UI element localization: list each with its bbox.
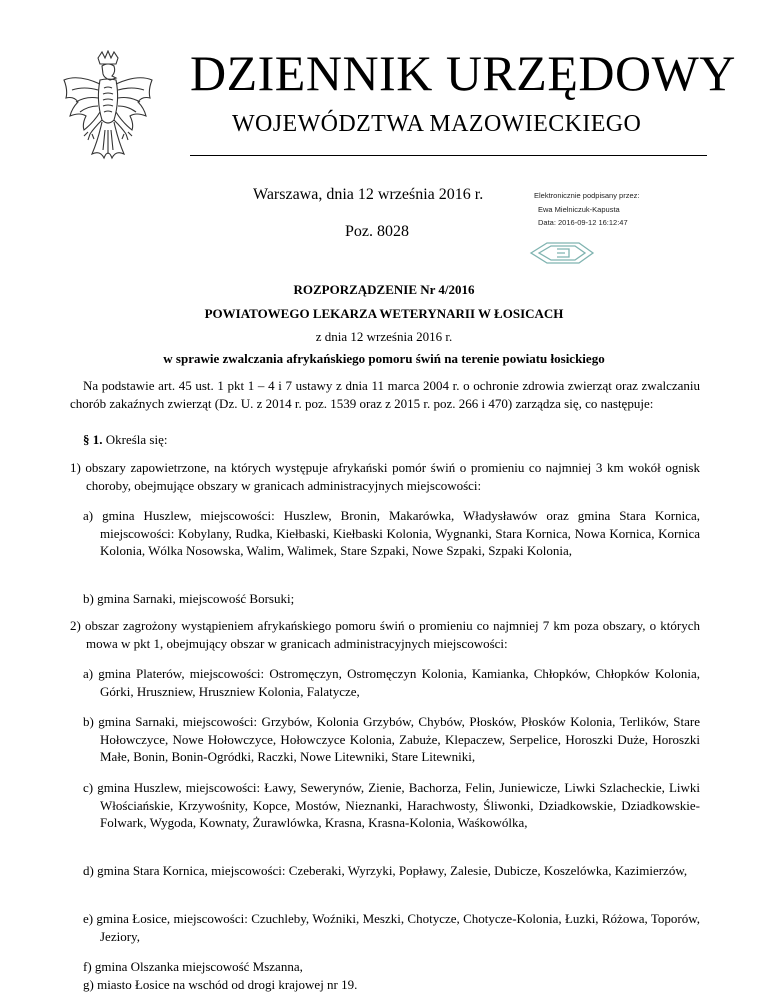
act-title: ROZPORZĄDZENIE Nr 4/2016 [293,282,475,297]
act-issuer: POWIATOWEGO LEKARZA WETERYNARII W ŁOSICACH [204,306,564,321]
eagle-emblem-icon [58,50,158,168]
list-item-1b: b) gmina Sarnaki, miejscowość Borsuki; [83,591,295,606]
list-item-1: 1) obszary zapowietrzone, na których występuje afrykański pomór świń o promieniu co najmniej 3 km wokół ognisk choroby, obejmujące obszary w granicach administracyjnych miejscowości: [70,460,700,493]
publication-date: Warszawa, dnia 12 września 2016 r. [253,186,484,203]
preamble-paragraph: Na podstawie art. 45 ust. 1 pkt 1 – 4 i 7 ustawy z dnia 11 marca 2004 r. o ochronie zdrowia zwierząt oraz zwalczaniu chorób zakaźnych zwierząt (Dz. U. z 2014 r. poz. 1539 oraz z 2015 r. poz. 266 i 470) zarządza się, co następuje: [70,378,700,411]
act-subject: w sprawie zwalczania afrykańskiego pomoru świń na terenie powiatu łosickiego [163,351,605,366]
journal-title: DZIENNIK URZĘDOWY [190,45,736,101]
list-item-2a: a) gmina Platerów, miejscowości: Ostromęczyn, Ostromęczyn Kolonia, Kamianka, Chłopków, Chłopków Kolonia, Górki, Hruszniew, Hruszniew Kolonia, Falatycze, [83,666,700,699]
signature-label: Elektronicznie podpisany przez: [534,191,640,200]
signature-date: Data: 2016-09-12 16:12:47 [538,218,628,227]
list-item-2c: c) gmina Huszlew, miejscowości: Ławy, Sewerynów, Zienie, Bachorza, Felin, Juniewicze, Liwki Szlacheckie, Liwki Włościańskie, Krzywośnity, Kopce, Mostów, Nieznanki, Harachwosty, Śliwonki, Dziadkowskie, Dziadkowskie-Folwark, Wygoda, Kownaty, Żurawlówka, Krasna, Krasna-Kolonia, Waśkowólka, [83,780,700,830]
journal-subtitle: WOJEWÓDZTWA MAZOWIECKIEGO [232,111,642,137]
section-1 [83,432,167,448]
list-item-2: 2) obszar zagrożony wystąpieniem afrykańskiego pomoru świń o promieniu co najmniej 7 km poza obszary, o których mowa w pkt 1, obejmujący obszar w granicach administracyjnych miejscowości: [70,618,700,651]
masthead-divider [190,155,707,156]
list-item-1a: a) gmina Huszlew, miejscowości: Huszlew, Bronin, Makarówka, Władysławów oraz gmina Stara Kornica, miejscowości: Kobylany, Rudka, Kiełbaski, Kiełbaski Kolonia, Wygnanki, Stara Kornica, Nowa Kornica, Kornica Kolonia, Wólka Nosowska, Walim, Walimek, Stare Szpaki, Nowe Szpaki, Szpaki Kolonia, [83,508,700,558]
list-item-2e: e) gmina Łosice, miejscowości: Czuchleby, Woźniki, Meszki, Chotycze, Chotycze-Kolonia, Łuzki, Różowa, Toporów, Jeziory, [83,911,700,944]
section-label: § 1. [83,432,103,447]
list-item-2f: f) gmina Olszanka miejscowość Mszanna, [83,959,303,974]
list-item-2d: d) gmina Stara Kornica, miejscowości: Czeberaki, Wyrzyki, Popławy, Zalesie, Dubicze, Koszelówka, Kazimierzów, [83,863,688,878]
list-item-2g: g) miasto Łosice na wschód od drogi krajowej nr 19. [83,977,358,992]
signer-name: Ewa Mielniczuk-Kapusta [538,204,620,214]
position-number: Poz. 8028 [345,223,409,240]
electronic-signature-block [534,192,639,233]
act-date: z dnia 12 września 2016 r. [315,329,453,344]
section-text: Określa się: [102,432,168,447]
signature-stamp-icon [527,240,597,266]
list-item-2b: b) gmina Sarnaki, miejscowości: Grzybów, Kolonia Grzybów, Chybów, Płosków, Płosków Kolonia, Terlików, Stare Hołowczyce, Nowe Hołowczyce, Hołowczyce Kolonia, Zabuże, Klepaczew, Serpelice, Horoszki Duże, Horoszki Małe, Bonin, Bonin-Ogródki, Raczki, Nowe Litewniki, Stare Litewniki, [83,714,700,764]
